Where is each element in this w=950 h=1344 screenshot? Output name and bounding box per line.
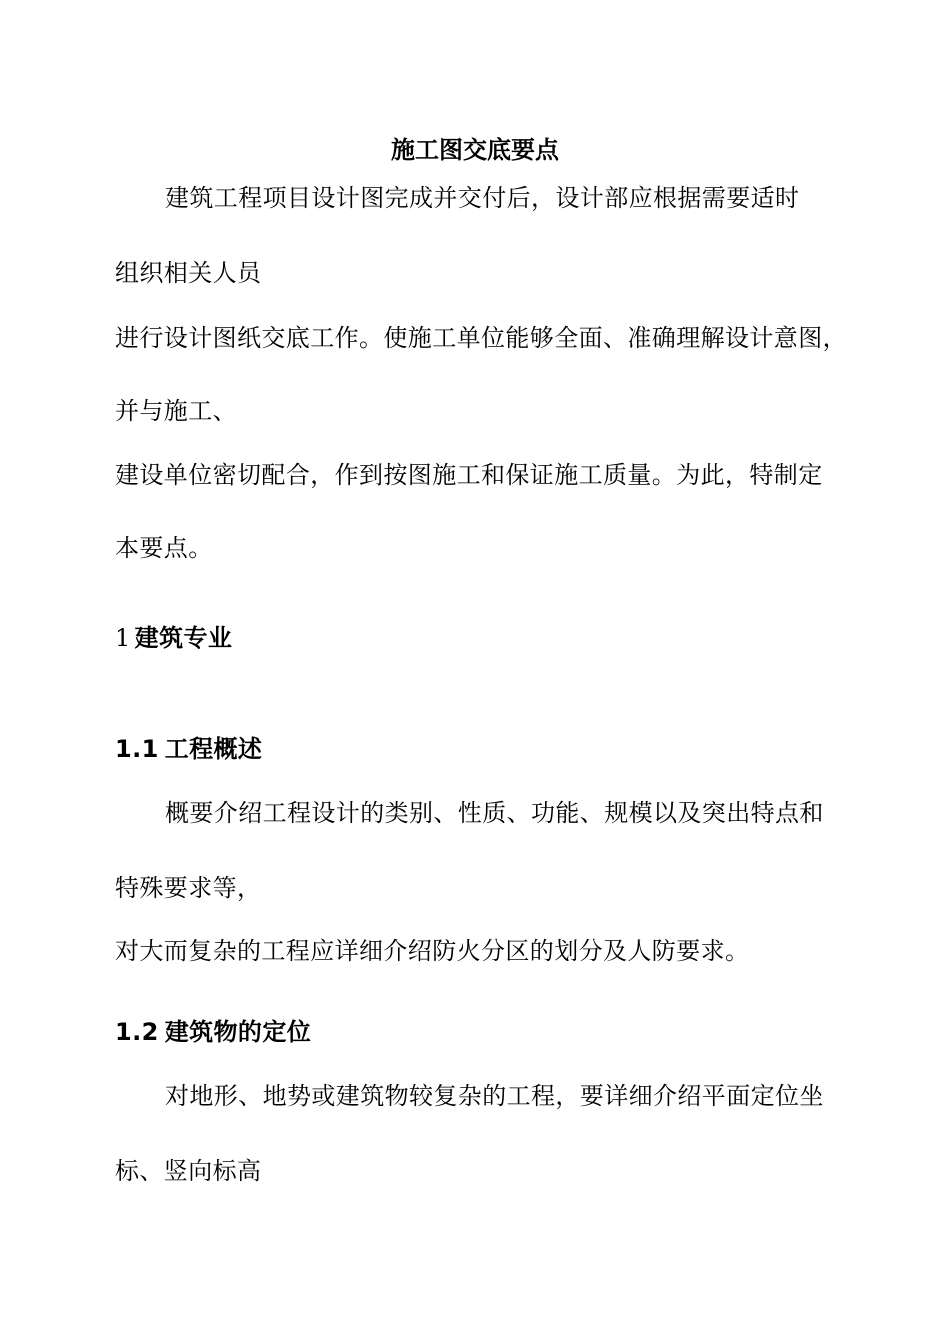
document-title: 施工图交底要点	[391, 136, 559, 164]
section-1-1-heading	[115, 733, 262, 765]
section-1-1-line-1: 概要介绍工程设计的类别、性质、功能、规模以及突出特点和	[165, 799, 824, 827]
section-1-2-heading	[115, 1016, 311, 1048]
intro-line-4: 并与施工、	[115, 397, 237, 425]
section-1-2-line-1: 对地形、地势或建筑物较复杂的工程，要详细介绍平面定位坐	[165, 1082, 824, 1110]
intro-line-5: 建设单位密切配合，作到按图施工和保证施工质量。为此，特制定	[115, 461, 823, 489]
intro-line-6: 本要点。	[115, 534, 213, 562]
section-1-1-line-2: 特殊要求等，	[115, 874, 262, 902]
section-1-2-line-2: 标、竖向标高	[115, 1157, 262, 1185]
section-1-heading	[115, 622, 232, 654]
intro-line-2: 组织相关人员	[115, 259, 262, 287]
section-1-title: 建筑专业	[134, 624, 233, 652]
intro-line-3: 进行设计图纸交底工作。使施工单位能够全面、准确理解设计意图，	[115, 324, 847, 352]
intro-line-1: 建筑工程项目设计图完成并交付后，设计部应根据需要适时	[165, 184, 800, 212]
section-1-2-number: 1.2	[115, 1018, 159, 1046]
section-1-1-title: 工程概述	[164, 735, 263, 763]
section-1-2-title: 建筑物的定位	[164, 1018, 312, 1046]
section-1-1-number: 1.1	[115, 735, 159, 763]
section-1-number: 1	[115, 624, 131, 652]
section-1-1-line-3: 对大而复杂的工程应详细介绍防火分区的划分及人防要求。	[115, 937, 750, 965]
